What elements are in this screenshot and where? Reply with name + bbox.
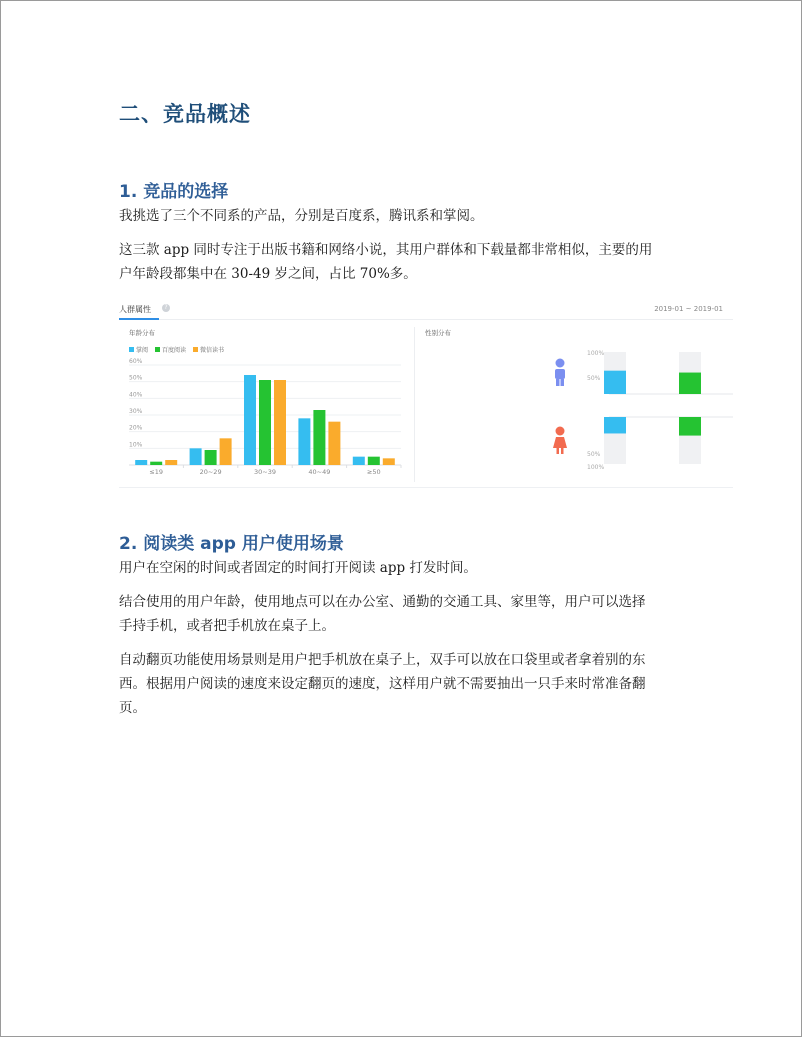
male-icon-leg <box>561 379 565 386</box>
legend-swatch-icon <box>155 347 160 352</box>
date-range: 2019-01 ~ 2019-01 <box>654 305 723 313</box>
section2-paragraph-2-line-1: 结合使用的用户年龄，使用地点可以在办公室、通勤的交通工具、家里等，用户可以选择 <box>119 594 646 610</box>
card-title: 人群属性 <box>119 305 151 314</box>
x-tick-label: 40~49 <box>308 468 331 476</box>
y-tick-label: 10% <box>129 441 143 449</box>
audience-attributes-card <box>119 297 733 488</box>
section2-paragraph-2-line-2: 手持手机，或者把手机放在桌子上。 <box>119 618 335 634</box>
age-chart-legend <box>129 345 224 354</box>
male-icon-head <box>556 359 565 368</box>
section2-paragraph-3-line-2: 西。根据用户阅读的速度来设定翻页的速度，这样用户就不需要抽出一只手来时常准备翻 <box>119 676 646 692</box>
bar-weixin <box>383 458 395 465</box>
female-bar-zhangyue <box>604 417 626 433</box>
age-chart-title: 年龄分布 <box>129 329 155 337</box>
female-bar-baidu <box>679 417 701 436</box>
section2-title: 2. 阅读类 app 用户使用场景 <box>119 534 344 554</box>
male-tick-label: 100% <box>587 350 605 357</box>
female-icon-head <box>556 427 565 436</box>
legend-swatch-icon <box>129 347 134 352</box>
bar-zhangyue <box>190 448 202 465</box>
male-bar-zhangyue <box>604 371 626 394</box>
bar-baidu <box>205 450 217 465</box>
legend-item-weixin <box>193 345 224 354</box>
x-tick-label: 30~39 <box>254 468 276 476</box>
male-icon-body <box>555 369 565 379</box>
age-distribution-chart <box>119 357 409 482</box>
female-figure-icon <box>553 427 567 455</box>
gender-chart-title: 性别分布 <box>425 329 451 337</box>
page-heading: 二、竞品概述 <box>119 102 251 126</box>
bar-zhangyue <box>135 460 147 465</box>
bar-baidu <box>259 380 271 465</box>
bar-weixin <box>274 380 286 465</box>
male-tick-label: 50% <box>587 375 601 382</box>
female-icon-leg <box>561 448 564 454</box>
male-icon-leg <box>556 379 560 386</box>
female-tick-label: 100% <box>587 464 605 471</box>
legend-label: 微信读书 <box>200 347 225 354</box>
female-icon-leg <box>557 448 560 454</box>
bar-weixin <box>220 438 232 465</box>
bar-weixin <box>328 422 340 465</box>
section1-paragraph-2-line-2: 户年龄段都集中在 30-49 岁之间，占比 70%多。 <box>119 266 417 282</box>
section1-paragraph-2-line-1: 这三款 app 同时专注于出版书籍和网络小说，其用户群体和下载量都非常相似，主要的用 <box>119 242 653 258</box>
chart-separator <box>414 327 415 482</box>
female-icon-dress <box>553 437 567 448</box>
bar-zhangyue <box>298 418 310 465</box>
section2-paragraph-3-line-3: 页。 <box>119 700 146 716</box>
legend-item-zhangyue <box>129 345 148 354</box>
bar-baidu <box>150 462 162 465</box>
bar-baidu <box>368 457 380 465</box>
legend-label: 百度阅读 <box>162 347 187 354</box>
section2-paragraph-1: 用户在空闲的时间或者固定的时间打开阅读 app 打发时间。 <box>119 560 477 576</box>
bar-zhangyue <box>353 457 365 465</box>
y-tick-label: 40% <box>129 391 143 399</box>
y-tick-label: 30% <box>129 408 143 415</box>
male-bar-baidu <box>679 373 701 394</box>
gender-distribution-chart <box>419 342 733 477</box>
legend-item-baidu <box>155 345 186 354</box>
bar-zhangyue <box>244 375 256 465</box>
x-tick-label: ≤19 <box>149 468 164 476</box>
section1-paragraph-1: 我挑选了三个不同系的产品，分别是百度系，腾讯系和掌阅。 <box>119 208 484 224</box>
y-tick-label: 60% <box>129 358 143 365</box>
bar-weixin <box>165 460 177 465</box>
x-tick-label: ≥50 <box>366 468 381 476</box>
section2-paragraph-3-line-1: 自动翻页功能使用场景则是用户把手机放在桌子上，双手可以放在口袋里或者拿着别的东 <box>119 652 646 668</box>
help-icon[interactable]: ? <box>162 304 170 312</box>
female-tick-label: 50% <box>587 451 601 458</box>
male-figure-icon <box>555 359 565 387</box>
y-tick-label: 20% <box>129 424 143 432</box>
card-divider <box>119 319 733 320</box>
section1-title: 1. 竞品的选择 <box>119 182 229 202</box>
y-tick-label: 50% <box>129 374 143 382</box>
bar-baidu <box>313 410 325 465</box>
legend-swatch-icon <box>193 347 198 352</box>
legend-label: 掌阅 <box>136 347 149 354</box>
card-tab-underline <box>119 318 159 320</box>
x-tick-label: 20~29 <box>199 468 222 476</box>
